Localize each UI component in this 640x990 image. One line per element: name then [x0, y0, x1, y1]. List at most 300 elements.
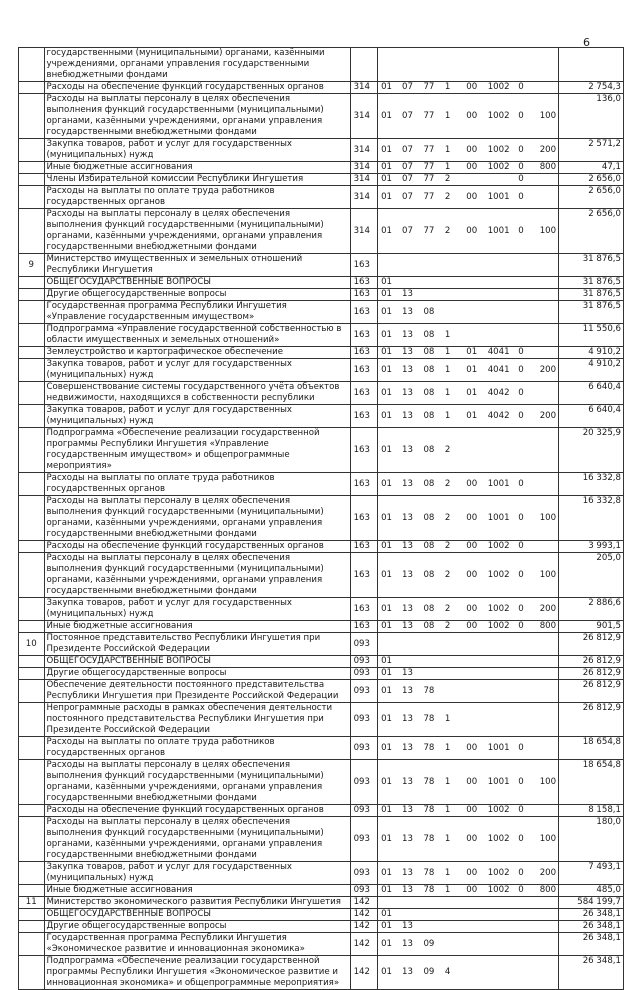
- classification-code-cell: [442, 254, 463, 277]
- row-number-cell: [19, 656, 45, 668]
- page-number: 6: [583, 36, 590, 49]
- classification-code-cell: [485, 254, 516, 277]
- classification-code-cell: 01: [378, 289, 399, 301]
- amount-cell: 205,0: [558, 553, 623, 598]
- classification-code-cell: [463, 174, 484, 186]
- classification-code-cell: [515, 301, 536, 324]
- row-number-cell: [19, 82, 45, 94]
- table-row: [19, 897, 624, 909]
- classification-code-cell: 08: [420, 405, 441, 428]
- classification-code-cell: [463, 956, 484, 990]
- classification-code-cell: 13: [399, 933, 420, 956]
- classification-code-cell: 0: [515, 209, 536, 254]
- ministry-code-cell: 142: [350, 933, 378, 956]
- table-row: [19, 703, 624, 737]
- table-row: [19, 405, 624, 428]
- classification-code-cell: 1002: [485, 598, 516, 621]
- classification-code-cell: 08: [420, 301, 441, 324]
- classification-code-cell: [442, 909, 463, 921]
- classification-code-cell: [485, 909, 516, 921]
- classification-code-cell: 78: [420, 885, 441, 897]
- table-row: [19, 382, 624, 405]
- classification-code-cell: [420, 656, 441, 668]
- classification-code-cell: [420, 633, 441, 656]
- classification-code-cell: 07: [399, 94, 420, 139]
- classification-code-cell: 01: [378, 737, 399, 760]
- classification-code-cell: 13: [399, 885, 420, 897]
- classification-code-cell: 13: [399, 359, 420, 382]
- classification-code-cell: 100: [537, 760, 558, 805]
- classification-code-cell: 4041: [485, 347, 516, 359]
- classification-code-cell: [537, 324, 558, 347]
- classification-code-cell: 01: [378, 621, 399, 633]
- classification-code-cell: 01: [378, 301, 399, 324]
- classification-code-cell: 00: [463, 473, 484, 496]
- classification-code-cell: 08: [420, 428, 441, 473]
- amount-cell: 2 754,3: [558, 82, 623, 94]
- row-number-cell: [19, 909, 45, 921]
- classification-code-cell: 800: [537, 162, 558, 174]
- classification-code-cell: 07: [399, 174, 420, 186]
- row-name-cell: Иные бюджетные ассигнования: [44, 162, 350, 174]
- ministry-code-cell: 093: [350, 817, 378, 862]
- table-row: [19, 186, 624, 209]
- classification-code-cell: 01: [378, 496, 399, 541]
- classification-code-cell: 77: [420, 82, 441, 94]
- classification-code-cell: [537, 656, 558, 668]
- row-name-cell: Землеустройство и картографическое обеспечение: [44, 347, 350, 359]
- classification-code-cell: [515, 956, 536, 990]
- classification-code-cell: 00: [463, 862, 484, 885]
- classification-code-cell: 100: [537, 496, 558, 541]
- table-row: [19, 428, 624, 473]
- classification-code-cell: 01: [378, 703, 399, 737]
- classification-code-cell: [463, 324, 484, 347]
- classification-code-cell: [515, 668, 536, 680]
- row-name-cell: Подпрограмма «Обеспечение реализации государственной программы Республики Ингушетия «Управление государственным имуществом» и общепрограммные мероприятия»: [44, 428, 350, 473]
- classification-code-cell: 00: [463, 737, 484, 760]
- classification-code-cell: 01: [378, 805, 399, 817]
- classification-code-cell: 08: [420, 473, 441, 496]
- classification-code-cell: [537, 289, 558, 301]
- amount-cell: 47,1: [558, 162, 623, 174]
- row-name-cell: ОБЩЕГОСУДАРСТВЕННЫЕ ВОПРОСЫ: [44, 277, 350, 289]
- row-name-cell: Члены Избирательной комиссии Республики Ингушетия: [44, 174, 350, 186]
- table-row: [19, 737, 624, 760]
- table-row: [19, 324, 624, 347]
- classification-code-cell: 4: [442, 956, 463, 990]
- table-row: [19, 656, 624, 668]
- row-name-cell: Закупка товаров, работ и услуг для государственных (муниципальных) нужд: [44, 598, 350, 621]
- classification-code-cell: 1: [442, 94, 463, 139]
- row-number-cell: [19, 817, 45, 862]
- classification-code-cell: 0: [515, 805, 536, 817]
- amount-cell: 31 876,5: [558, 289, 623, 301]
- classification-code-cell: 01: [378, 817, 399, 862]
- classification-code-cell: 00: [463, 541, 484, 553]
- table-row: [19, 48, 624, 82]
- classification-code-cell: [537, 301, 558, 324]
- amount-cell: 2 656,0: [558, 186, 623, 209]
- classification-code-cell: 13: [399, 541, 420, 553]
- classification-code-cell: 77: [420, 174, 441, 186]
- classification-code-cell: [537, 805, 558, 817]
- classification-code-cell: [485, 289, 516, 301]
- classification-code-cell: [537, 186, 558, 209]
- amount-cell: 8 158,1: [558, 805, 623, 817]
- table-row: [19, 139, 624, 162]
- row-name-cell: Расходы на выплаты по оплате труда работников государственных органов: [44, 186, 350, 209]
- row-number-cell: [19, 139, 45, 162]
- classification-code-cell: 1001: [485, 209, 516, 254]
- row-number-cell: [19, 209, 45, 254]
- row-number-cell: [19, 405, 45, 428]
- ministry-code-cell: 093: [350, 805, 378, 817]
- ministry-code-cell: 093: [350, 668, 378, 680]
- classification-code-cell: [485, 301, 516, 324]
- row-number-cell: [19, 760, 45, 805]
- classification-code-cell: 09: [420, 956, 441, 990]
- classification-code-cell: [442, 921, 463, 933]
- classification-code-cell: 13: [399, 668, 420, 680]
- classification-code-cell: [537, 473, 558, 496]
- classification-code-cell: 07: [399, 139, 420, 162]
- row-name-cell: Расходы на выплаты по оплате труда работников государственных органов: [44, 473, 350, 496]
- amount-cell: 31 876,5: [558, 277, 623, 289]
- classification-code-cell: [420, 668, 441, 680]
- table-row: [19, 541, 624, 553]
- row-number-cell: [19, 94, 45, 139]
- table-row: [19, 633, 624, 656]
- classification-code-cell: [537, 633, 558, 656]
- row-number-cell: [19, 186, 45, 209]
- classification-code-cell: [442, 301, 463, 324]
- ministry-code-cell: 163: [350, 496, 378, 541]
- classification-code-cell: 77: [420, 186, 441, 209]
- amount-cell: 6 640,4: [558, 382, 623, 405]
- ministry-code-cell: 142: [350, 956, 378, 990]
- row-number-cell: [19, 553, 45, 598]
- table-row: [19, 94, 624, 139]
- classification-code-cell: [420, 909, 441, 921]
- row-number-cell: [19, 277, 45, 289]
- table-row: [19, 277, 624, 289]
- classification-code-cell: 08: [420, 541, 441, 553]
- row-number-cell: [19, 680, 45, 703]
- classification-code-cell: 01: [378, 209, 399, 254]
- row-name-cell: Расходы на выплаты по оплате труда работников государственных органов: [44, 737, 350, 760]
- classification-code-cell: 1: [442, 760, 463, 805]
- classification-code-cell: 1: [442, 405, 463, 428]
- classification-code-cell: 13: [399, 382, 420, 405]
- classification-code-cell: [463, 680, 484, 703]
- table-row: [19, 359, 624, 382]
- classification-code-cell: [463, 933, 484, 956]
- classification-code-cell: 78: [420, 680, 441, 703]
- classification-code-cell: [442, 289, 463, 301]
- amount-cell: 4 910,2: [558, 359, 623, 382]
- classification-code-cell: 1: [442, 347, 463, 359]
- row-number-cell: [19, 289, 45, 301]
- classification-code-cell: [442, 933, 463, 956]
- row-name-cell: Обеспечение деятельности постоянного представительства Республики Ингушетия при Президенте Российской Федерации: [44, 680, 350, 703]
- row-name-cell: Расходы на выплаты персоналу в целях обеспечения выполнения функций государственными (муниципальными) органами, казёнными учреждениями, органами управления государственными внебюджетными фондами: [44, 817, 350, 862]
- classification-code-cell: 13: [399, 817, 420, 862]
- classification-code-cell: 2: [442, 541, 463, 553]
- table-row: [19, 817, 624, 862]
- classification-code-cell: [515, 48, 536, 82]
- row-number-cell: [19, 162, 45, 174]
- classification-code-cell: 13: [399, 703, 420, 737]
- classification-code-cell: 08: [420, 347, 441, 359]
- amount-cell: 26 812,9: [558, 633, 623, 656]
- classification-code-cell: [537, 956, 558, 990]
- classification-code-cell: 00: [463, 760, 484, 805]
- row-number-cell: [19, 382, 45, 405]
- classification-code-cell: 100: [537, 817, 558, 862]
- row-number-cell: [19, 703, 45, 737]
- table-row: [19, 162, 624, 174]
- amount-cell: 26 348,1: [558, 921, 623, 933]
- row-number-cell: [19, 862, 45, 885]
- classification-code-cell: [399, 254, 420, 277]
- row-number-cell: [19, 737, 45, 760]
- row-name-cell: ОБЩЕГОСУДАРСТВЕННЫЕ ВОПРОСЫ: [44, 656, 350, 668]
- classification-code-cell: [420, 289, 441, 301]
- classification-code-cell: 0: [515, 82, 536, 94]
- classification-code-cell: [463, 897, 484, 909]
- classification-code-cell: 1002: [485, 162, 516, 174]
- table-row: [19, 209, 624, 254]
- classification-code-cell: 800: [537, 621, 558, 633]
- classification-code-cell: [485, 680, 516, 703]
- classification-code-cell: [463, 909, 484, 921]
- classification-code-cell: 1001: [485, 760, 516, 805]
- classification-code-cell: 0: [515, 862, 536, 885]
- classification-code-cell: 100: [537, 553, 558, 598]
- amount-cell: 26 348,1: [558, 933, 623, 956]
- classification-code-cell: 01: [463, 347, 484, 359]
- classification-code-cell: 13: [399, 862, 420, 885]
- classification-code-cell: 07: [399, 186, 420, 209]
- amount-cell: 4 910,2: [558, 347, 623, 359]
- classification-code-cell: [515, 921, 536, 933]
- classification-code-cell: 77: [420, 139, 441, 162]
- classification-code-cell: [485, 668, 516, 680]
- classification-code-cell: 0: [515, 94, 536, 139]
- classification-code-cell: 1: [442, 805, 463, 817]
- classification-code-cell: [485, 956, 516, 990]
- classification-code-cell: [485, 277, 516, 289]
- classification-code-cell: [537, 680, 558, 703]
- classification-code-cell: 01: [378, 94, 399, 139]
- classification-code-cell: 2: [442, 473, 463, 496]
- classification-code-cell: 1002: [485, 817, 516, 862]
- classification-code-cell: [399, 633, 420, 656]
- row-name-cell: Совершенствование системы государственного учёта объектов недвижимости, находящихся в собственности республики: [44, 382, 350, 405]
- classification-code-cell: 13: [399, 496, 420, 541]
- table-row: [19, 553, 624, 598]
- table-row: [19, 82, 624, 94]
- classification-code-cell: 01: [378, 405, 399, 428]
- classification-code-cell: [399, 48, 420, 82]
- table-row: [19, 289, 624, 301]
- amount-cell: 3 993,1: [558, 541, 623, 553]
- classification-code-cell: 1: [442, 703, 463, 737]
- classification-code-cell: [537, 703, 558, 737]
- ministry-code-cell: 093: [350, 656, 378, 668]
- classification-code-cell: [463, 48, 484, 82]
- ministry-code-cell: 163: [350, 289, 378, 301]
- ministry-code-cell: 163: [350, 428, 378, 473]
- classification-code-cell: 0: [515, 347, 536, 359]
- classification-code-cell: 1002: [485, 82, 516, 94]
- classification-code-cell: 0: [515, 473, 536, 496]
- row-name-cell: Непрограммные расходы в рамках обеспечения деятельности постоянного представительства Республики Ингушетия при Президенте Российской Федерации: [44, 703, 350, 737]
- classification-code-cell: [463, 656, 484, 668]
- row-number-cell: [19, 473, 45, 496]
- row-number-cell: [19, 668, 45, 680]
- ministry-code-cell: 142: [350, 897, 378, 909]
- classification-code-cell: 00: [463, 139, 484, 162]
- amount-cell: 26 812,9: [558, 668, 623, 680]
- row-number-cell: [19, 933, 45, 956]
- classification-code-cell: 1: [442, 359, 463, 382]
- classification-code-cell: 01: [378, 174, 399, 186]
- classification-code-cell: [463, 668, 484, 680]
- classification-code-cell: 01: [463, 382, 484, 405]
- classification-code-cell: 0: [515, 737, 536, 760]
- classification-code-cell: [515, 933, 536, 956]
- table-row: [19, 347, 624, 359]
- classification-code-cell: [399, 277, 420, 289]
- classification-code-cell: 4041: [485, 359, 516, 382]
- classification-code-cell: 2: [442, 209, 463, 254]
- row-name-cell: Расходы на выплаты персоналу в целях обеспечения выполнения функций государственными (муниципальными) органами, казёнными учреждениями, органами управления государственными внебюджетными фондами: [44, 553, 350, 598]
- classification-code-cell: [537, 541, 558, 553]
- row-number-cell: [19, 48, 45, 82]
- classification-code-cell: 07: [399, 162, 420, 174]
- classification-code-cell: 08: [420, 359, 441, 382]
- classification-code-cell: 1001: [485, 496, 516, 541]
- classification-code-cell: [463, 289, 484, 301]
- row-name-cell: ОБЩЕГОСУДАРСТВЕННЫЕ ВОПРОСЫ: [44, 909, 350, 921]
- amount-cell: 26 812,9: [558, 703, 623, 737]
- classification-code-cell: 2: [442, 598, 463, 621]
- classification-code-cell: [442, 656, 463, 668]
- row-name-cell: Подпрограмма «Управление государственной собственностью в области имущественных и земельных отношений»: [44, 324, 350, 347]
- classification-code-cell: 1002: [485, 139, 516, 162]
- classification-code-cell: [537, 737, 558, 760]
- classification-code-cell: 0: [515, 496, 536, 541]
- amount-cell: 26 812,9: [558, 656, 623, 668]
- classification-code-cell: 0: [515, 174, 536, 186]
- classification-code-cell: 77: [420, 94, 441, 139]
- classification-code-cell: 00: [463, 209, 484, 254]
- classification-code-cell: 01: [378, 382, 399, 405]
- classification-code-cell: [515, 703, 536, 737]
- ministry-code-cell: 163: [350, 301, 378, 324]
- amount-cell: 2 656,0: [558, 209, 623, 254]
- classification-code-cell: [442, 277, 463, 289]
- table-row: [19, 933, 624, 956]
- classification-code-cell: 13: [399, 301, 420, 324]
- classification-code-cell: [442, 668, 463, 680]
- row-name-cell: Иные бюджетные ассигнования: [44, 621, 350, 633]
- classification-code-cell: 0: [515, 760, 536, 805]
- classification-code-cell: [420, 254, 441, 277]
- classification-code-cell: 1002: [485, 885, 516, 897]
- classification-code-cell: [537, 668, 558, 680]
- classification-code-cell: 78: [420, 805, 441, 817]
- classification-code-cell: 100: [537, 94, 558, 139]
- budget-table: [18, 47, 624, 990]
- classification-code-cell: [515, 324, 536, 347]
- table-row: [19, 254, 624, 277]
- row-name-cell: Расходы на обеспечение функций государственных органов: [44, 82, 350, 94]
- classification-code-cell: 1: [442, 139, 463, 162]
- ministry-code-cell: 093: [350, 862, 378, 885]
- classification-code-cell: 200: [537, 598, 558, 621]
- table-row: [19, 496, 624, 541]
- table-row: [19, 668, 624, 680]
- classification-code-cell: 01: [378, 277, 399, 289]
- amount-cell: 18 654,8: [558, 760, 623, 805]
- classification-code-cell: [442, 633, 463, 656]
- row-number-cell: 9: [19, 254, 45, 277]
- classification-code-cell: [537, 909, 558, 921]
- classification-code-cell: 01: [378, 760, 399, 805]
- classification-code-cell: [537, 82, 558, 94]
- classification-code-cell: [515, 633, 536, 656]
- amount-cell: 7 493,1: [558, 862, 623, 885]
- classification-code-cell: [537, 382, 558, 405]
- row-name-cell: Расходы на выплаты персоналу в целях обеспечения выполнения функций государственными (муниципальными) органами, казёнными учреждениями, органами управления государственными внебюджетными фондами: [44, 496, 350, 541]
- classification-code-cell: [463, 301, 484, 324]
- classification-code-cell: [485, 324, 516, 347]
- classification-code-cell: [399, 897, 420, 909]
- classification-code-cell: 2: [442, 174, 463, 186]
- row-name-cell: Государственная программа Республики Ингушетия «Экономическое развитие и инновационная экономика»: [44, 933, 350, 956]
- classification-code-cell: [485, 703, 516, 737]
- row-name-cell: Закупка товаров, работ и услуг для государственных (муниципальных) нужд: [44, 359, 350, 382]
- classification-code-cell: 01: [378, 347, 399, 359]
- ministry-code-cell: 314: [350, 94, 378, 139]
- classification-code-cell: 00: [463, 621, 484, 633]
- classification-code-cell: [420, 277, 441, 289]
- classification-code-cell: 09: [420, 933, 441, 956]
- amount-cell: 31 876,5: [558, 301, 623, 324]
- classification-code-cell: [463, 277, 484, 289]
- ministry-code-cell: [350, 48, 378, 82]
- ministry-code-cell: 163: [350, 553, 378, 598]
- classification-code-cell: [399, 909, 420, 921]
- classification-code-cell: 13: [399, 473, 420, 496]
- table-row: [19, 805, 624, 817]
- amount-cell: 16 332,8: [558, 496, 623, 541]
- classification-code-cell: [485, 428, 516, 473]
- classification-code-cell: 00: [463, 162, 484, 174]
- row-name-cell: Расходы на обеспечение функций государственных органов: [44, 805, 350, 817]
- classification-code-cell: 01: [378, 885, 399, 897]
- classification-code-cell: 1002: [485, 94, 516, 139]
- amount-cell: 584 199,7: [558, 897, 623, 909]
- row-number-cell: [19, 301, 45, 324]
- row-name-cell: Закупка товаров, работ и услуг для государственных (муниципальных) нужд: [44, 405, 350, 428]
- ministry-code-cell: 163: [350, 621, 378, 633]
- row-number-cell: [19, 359, 45, 382]
- row-number-cell: [19, 428, 45, 473]
